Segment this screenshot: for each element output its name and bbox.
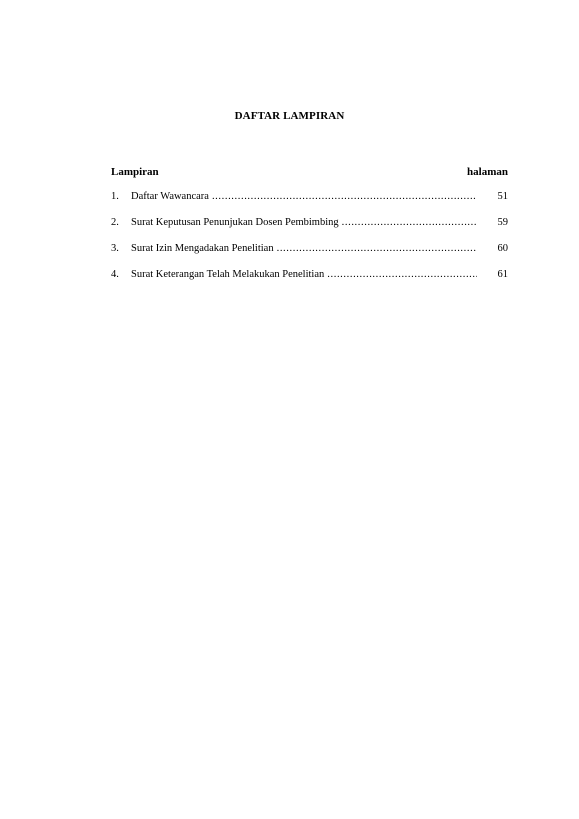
entry-page-number: 51 [497, 191, 508, 202]
lampiran-column-label: Lampiran [111, 166, 159, 178]
entry-title: Surat Keputusan Penunjukan Dosen Pembimbing [131, 217, 339, 228]
entry-page-number: 60 [497, 243, 508, 254]
appendix-list [111, 191, 508, 295]
list-item [111, 243, 508, 269]
list-item [111, 269, 508, 295]
dot-leader [327, 269, 477, 280]
entry-page-number: 61 [497, 269, 508, 280]
entry-title: Surat Izin Mengadakan Penelitian [131, 243, 274, 254]
dot-leader [212, 191, 477, 202]
entry-number: 3. [111, 243, 119, 254]
entry-title: Surat Keterangan Telah Melakukan Penelitian [131, 269, 325, 280]
entry-number: 2. [111, 217, 119, 228]
entry-page-number: 59 [497, 217, 508, 228]
list-item [111, 217, 508, 243]
dot-leader [277, 243, 477, 254]
dot-leader [342, 217, 477, 228]
column-header [111, 166, 508, 178]
list-item [111, 191, 508, 217]
entry-number: 4. [111, 269, 119, 280]
entry-number: 1. [111, 191, 119, 202]
halaman-column-label: halaman [467, 166, 508, 178]
entry-title: Daftar Wawancara [131, 191, 209, 202]
page-title: DAFTAR LAMPIRAN [234, 110, 345, 122]
